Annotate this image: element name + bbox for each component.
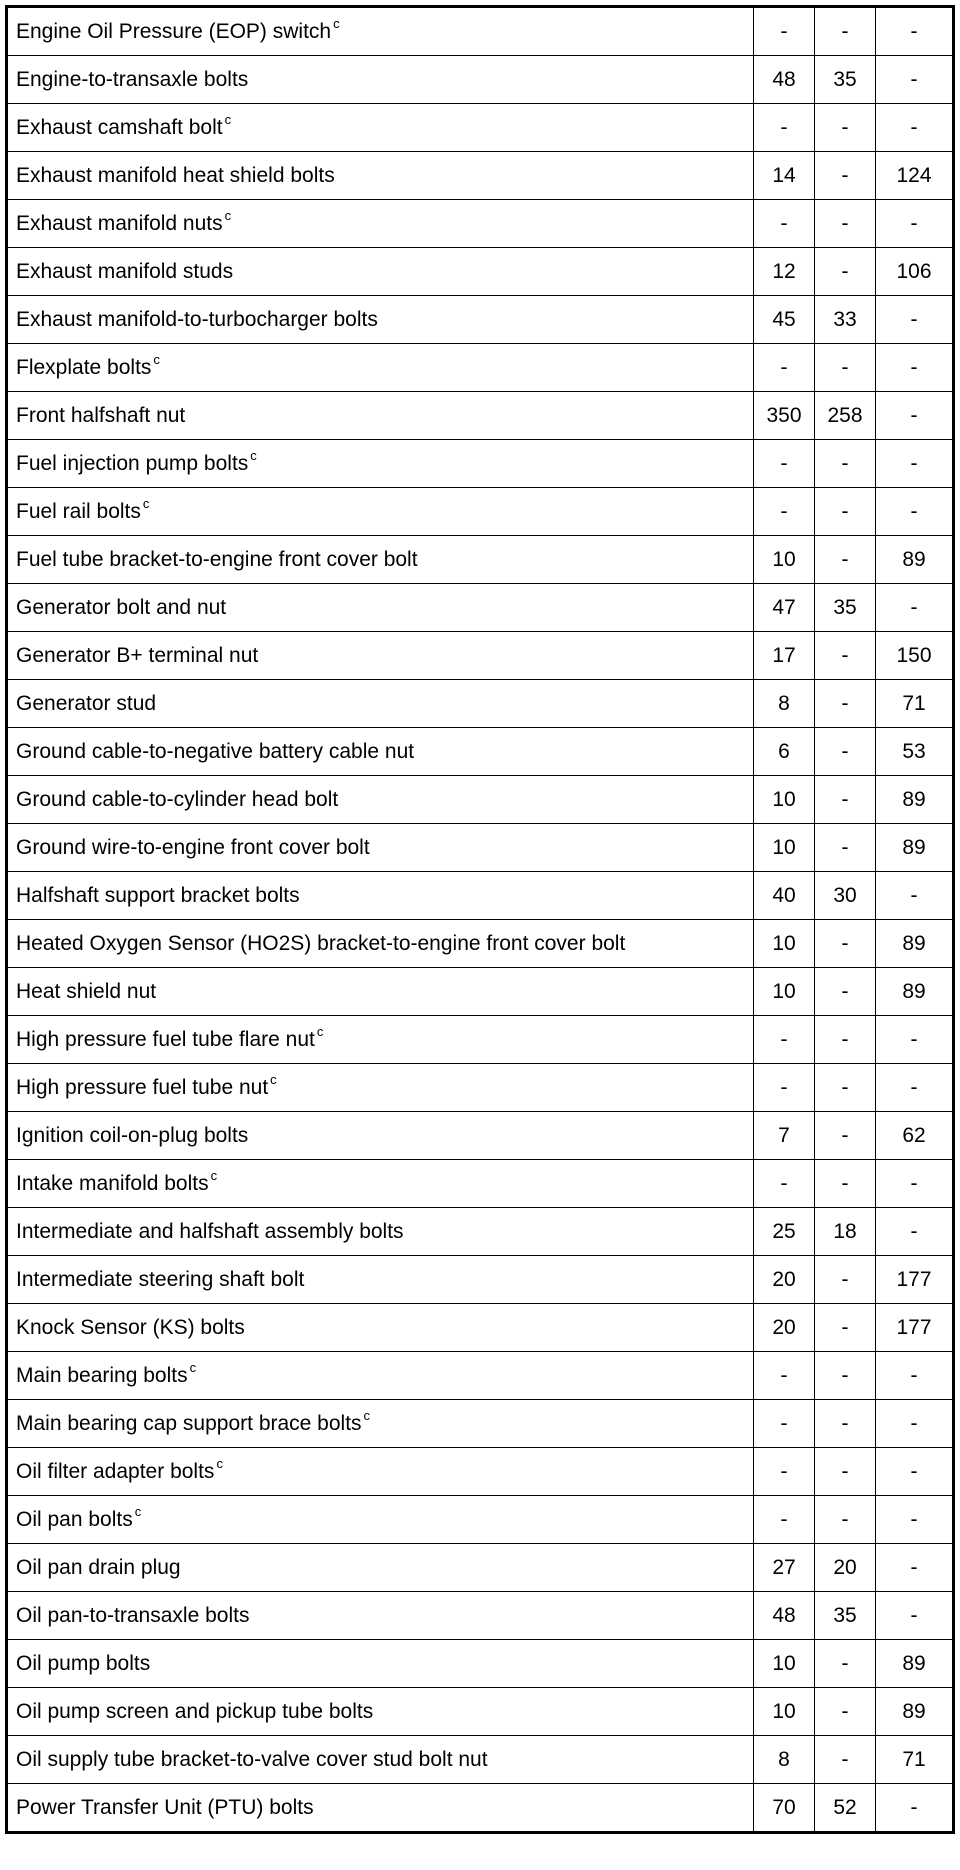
- component-description-cell: [7, 1688, 754, 1736]
- torque-lbin-cell: -: [876, 1496, 954, 1544]
- torque-lbin-cell: 53: [876, 728, 954, 776]
- table-row: [7, 1160, 954, 1208]
- component-description-cell: [7, 56, 754, 104]
- component-description: Intake manifold bolts: [16, 1172, 209, 1195]
- table-row: [7, 1208, 954, 1256]
- torque-lbin-cell: -: [876, 1544, 954, 1592]
- component-description: Generator bolt and nut: [16, 596, 227, 619]
- torque-lbin-cell: -: [876, 440, 954, 488]
- component-description-cell: [7, 1592, 754, 1640]
- component-description: Exhaust manifold nuts: [16, 212, 223, 235]
- component-description-cell: [7, 872, 754, 920]
- torque-lbft-cell: 52: [815, 1784, 876, 1833]
- table-row: [7, 1448, 954, 1496]
- table-row: [7, 968, 954, 1016]
- table-row: [7, 1688, 954, 1736]
- component-description: Heated Oxygen Sensor (HO2S) bracket-to-engine front cover bolt: [16, 932, 626, 955]
- torque-nm-cell: -: [754, 1352, 815, 1400]
- torque-lbft-cell: -: [815, 776, 876, 824]
- component-description-cell: [7, 200, 754, 248]
- torque-lbin-cell: 71: [876, 1736, 954, 1784]
- component-description: Heat shield nut: [16, 980, 157, 1003]
- torque-lbft-cell: 258: [815, 392, 876, 440]
- torque-lbft-cell: -: [815, 1736, 876, 1784]
- torque-lbin-cell: -: [876, 296, 954, 344]
- torque-nm-cell: -: [754, 488, 815, 536]
- table-row: [7, 1496, 954, 1544]
- torque-lbft-cell: 30: [815, 872, 876, 920]
- torque-lbin-cell: -: [876, 1400, 954, 1448]
- torque-lbin-cell: 89: [876, 968, 954, 1016]
- component-description: Oil filter adapter bolts: [16, 1460, 215, 1483]
- component-description: Fuel rail bolts: [16, 500, 141, 523]
- torque-lbin-cell: -: [876, 1592, 954, 1640]
- component-description-cell: [7, 1160, 754, 1208]
- table-row: [7, 488, 954, 536]
- footnote-marker: c: [216, 1456, 223, 1471]
- component-description: Halfshaft support bracket bolts: [16, 884, 300, 907]
- torque-nm-cell: 6: [754, 728, 815, 776]
- footnote-marker: c: [153, 352, 160, 367]
- table-row: [7, 296, 954, 344]
- component-description-cell: [7, 440, 754, 488]
- torque-nm-cell: 48: [754, 1592, 815, 1640]
- torque-lbin-cell: 89: [876, 536, 954, 584]
- torque-lbin-cell: 62: [876, 1112, 954, 1160]
- component-description-cell: [7, 1544, 754, 1592]
- torque-lbft-cell: -: [815, 200, 876, 248]
- torque-nm-cell: -: [754, 1400, 815, 1448]
- torque-lbft-cell: -: [815, 1304, 876, 1352]
- torque-nm-cell: 40: [754, 872, 815, 920]
- torque-nm-cell: 20: [754, 1256, 815, 1304]
- component-description: Generator stud: [16, 692, 157, 715]
- component-description: Intermediate steering shaft bolt: [16, 1268, 305, 1291]
- table-row: [7, 1400, 954, 1448]
- torque-lbin-cell: -: [876, 7, 954, 56]
- torque-lbft-cell: -: [815, 1448, 876, 1496]
- table-row: [7, 1016, 954, 1064]
- torque-lbft-cell: -: [815, 536, 876, 584]
- footnote-marker: c: [210, 1168, 218, 1183]
- component-description-cell: [7, 344, 754, 392]
- torque-lbin-cell: -: [876, 344, 954, 392]
- component-description: Fuel injection pump bolts: [16, 452, 249, 475]
- table-row: [7, 392, 954, 440]
- torque-lbin-cell: 71: [876, 680, 954, 728]
- torque-nm-cell: 70: [754, 1784, 815, 1833]
- component-description-cell: [7, 1304, 754, 1352]
- table-row: [7, 344, 954, 392]
- table-body: [7, 7, 954, 1833]
- torque-nm-cell: 45: [754, 296, 815, 344]
- component-description-cell: [7, 1064, 754, 1112]
- torque-lbft-cell: -: [815, 1400, 876, 1448]
- component-description: Ground cable-to-cylinder head bolt: [16, 788, 339, 811]
- torque-lbin-cell: -: [876, 56, 954, 104]
- torque-lbft-cell: -: [815, 824, 876, 872]
- torque-lbin-cell: -: [876, 1208, 954, 1256]
- table-row: [7, 632, 954, 680]
- torque-lbft-cell: -: [815, 680, 876, 728]
- component-description-cell: [7, 728, 754, 776]
- table-row: [7, 728, 954, 776]
- component-description: Power Transfer Unit (PTU) bolts: [16, 1796, 314, 1819]
- footnote-marker: c: [363, 1408, 371, 1423]
- table-row: [7, 56, 954, 104]
- torque-lbft-cell: -: [815, 248, 876, 296]
- torque-nm-cell: 10: [754, 968, 815, 1016]
- torque-nm-cell: 10: [754, 920, 815, 968]
- torque-lbin-cell: 89: [876, 1640, 954, 1688]
- torque-nm-cell: 14: [754, 152, 815, 200]
- torque-lbin-cell: 89: [876, 776, 954, 824]
- torque-nm-cell: -: [754, 1496, 815, 1544]
- torque-nm-cell: -: [754, 1160, 815, 1208]
- component-description-cell: [7, 1400, 754, 1448]
- torque-nm-cell: 12: [754, 248, 815, 296]
- table-row: [7, 1784, 954, 1833]
- torque-lbin-cell: 177: [876, 1304, 954, 1352]
- torque-lbin-cell: 106: [876, 248, 954, 296]
- component-description: Oil pump screen and pickup tube bolts: [16, 1700, 374, 1723]
- component-description: Oil pump bolts: [16, 1652, 151, 1675]
- torque-nm-cell: 10: [754, 824, 815, 872]
- torque-nm-cell: 8: [754, 1736, 815, 1784]
- torque-lbin-cell: -: [876, 488, 954, 536]
- footnote-marker: c: [224, 208, 232, 223]
- torque-lbft-cell: -: [815, 440, 876, 488]
- footnote-marker: c: [316, 1024, 324, 1039]
- torque-nm-cell: 10: [754, 776, 815, 824]
- torque-nm-cell: -: [754, 200, 815, 248]
- torque-lbft-cell: -: [815, 1640, 876, 1688]
- torque-lbin-cell: 89: [876, 920, 954, 968]
- torque-lbin-cell: -: [876, 1784, 954, 1833]
- component-description: Oil pan-to-transaxle bolts: [16, 1604, 250, 1627]
- footnote-marker: c: [189, 1360, 197, 1375]
- torque-nm-cell: 47: [754, 584, 815, 632]
- component-description: Exhaust manifold studs: [16, 260, 234, 283]
- torque-lbin-cell: 89: [876, 1688, 954, 1736]
- torque-nm-cell: 8: [754, 680, 815, 728]
- component-description-cell: [7, 1256, 754, 1304]
- torque-lbft-cell: -: [815, 1496, 876, 1544]
- torque-lbin-cell: 124: [876, 152, 954, 200]
- torque-lbin-cell: 177: [876, 1256, 954, 1304]
- torque-nm-cell: 10: [754, 536, 815, 584]
- component-description: Intermediate and halfshaft assembly bolts: [16, 1220, 404, 1243]
- torque-nm-cell: 27: [754, 1544, 815, 1592]
- torque-lbin-cell: -: [876, 1352, 954, 1400]
- component-description-cell: [7, 7, 754, 56]
- component-description-cell: [7, 392, 754, 440]
- torque-nm-cell: -: [754, 1448, 815, 1496]
- torque-nm-cell: -: [754, 1016, 815, 1064]
- component-description: Generator B+ terminal nut: [16, 644, 259, 667]
- component-description-cell: [7, 1448, 754, 1496]
- component-description-cell: [7, 632, 754, 680]
- table-row: [7, 1352, 954, 1400]
- component-description: Oil pan bolts: [16, 1508, 133, 1531]
- table-row: [7, 1112, 954, 1160]
- torque-lbft-cell: -: [815, 7, 876, 56]
- table-row: [7, 776, 954, 824]
- torque-lbin-cell: -: [876, 1064, 954, 1112]
- torque-lbft-cell: 18: [815, 1208, 876, 1256]
- component-description-cell: [7, 1784, 754, 1833]
- torque-lbft-cell: 35: [815, 1592, 876, 1640]
- table-row: [7, 1592, 954, 1640]
- torque-lbft-cell: -: [815, 152, 876, 200]
- table-row: [7, 200, 954, 248]
- component-description-cell: [7, 920, 754, 968]
- torque-lbft-cell: -: [815, 344, 876, 392]
- torque-lbft-cell: -: [815, 1352, 876, 1400]
- component-description: Engine-to-transaxle bolts: [16, 68, 249, 91]
- torque-lbft-cell: -: [815, 1016, 876, 1064]
- torque-nm-cell: 7: [754, 1112, 815, 1160]
- torque-lbin-cell: -: [876, 1448, 954, 1496]
- table-row: [7, 1256, 954, 1304]
- component-description-cell: [7, 1208, 754, 1256]
- table-row: [7, 152, 954, 200]
- torque-nm-cell: 350: [754, 392, 815, 440]
- table-row: [7, 1304, 954, 1352]
- table-row: [7, 1544, 954, 1592]
- component-description-cell: [7, 1352, 754, 1400]
- torque-lbft-cell: -: [815, 1688, 876, 1736]
- component-description-cell: [7, 1640, 754, 1688]
- component-description: Fuel tube bracket-to-engine front cover bolt: [16, 548, 418, 571]
- component-description-cell: [7, 488, 754, 536]
- torque-nm-cell: 25: [754, 1208, 815, 1256]
- component-description-cell: [7, 968, 754, 1016]
- torque-nm-cell: -: [754, 7, 815, 56]
- component-description: Oil pan drain plug: [16, 1556, 181, 1579]
- torque-lbin-cell: -: [876, 584, 954, 632]
- torque-nm-cell: 10: [754, 1688, 815, 1736]
- component-description: Engine Oil Pressure (EOP) switch: [16, 20, 332, 43]
- component-description-cell: [7, 536, 754, 584]
- torque-nm-cell: -: [754, 1064, 815, 1112]
- footnote-marker: c: [142, 496, 150, 511]
- component-description-cell: [7, 776, 754, 824]
- table-row: [7, 1736, 954, 1784]
- component-description: Ignition coil-on-plug bolts: [16, 1124, 249, 1147]
- torque-nm-cell: -: [754, 344, 815, 392]
- torque-lbin-cell: 89: [876, 824, 954, 872]
- component-description: High pressure fuel tube flare nut: [16, 1028, 315, 1051]
- component-description-cell: [7, 1016, 754, 1064]
- component-description: Ground wire-to-engine front cover bolt: [16, 836, 370, 859]
- torque-lbin-cell: -: [876, 392, 954, 440]
- component-description: Flexplate bolts: [16, 356, 152, 379]
- torque-nm-cell: 48: [754, 56, 815, 104]
- torque-lbft-cell: -: [815, 488, 876, 536]
- table-row: [7, 584, 954, 632]
- component-description: Oil supply tube bracket-to-valve cover stud bolt nut: [16, 1748, 488, 1771]
- torque-lbft-cell: -: [815, 728, 876, 776]
- footnote-marker: c: [250, 448, 257, 463]
- torque-lbin-cell: -: [876, 872, 954, 920]
- torque-lbin-cell: -: [876, 1016, 954, 1064]
- torque-lbin-cell: 150: [876, 632, 954, 680]
- table-row: [7, 920, 954, 968]
- footnote-marker: c: [134, 1504, 142, 1519]
- footnote-marker: c: [270, 1072, 277, 1087]
- component-description-cell: [7, 1736, 754, 1784]
- table-row: [7, 7, 954, 56]
- torque-lbft-cell: -: [815, 632, 876, 680]
- table-row: [7, 872, 954, 920]
- torque-lbft-cell: 35: [815, 584, 876, 632]
- component-description: Exhaust camshaft bolt: [16, 116, 223, 139]
- component-description-cell: [7, 296, 754, 344]
- component-description: Exhaust manifold-to-turbocharger bolts: [16, 308, 378, 331]
- torque-lbft-cell: -: [815, 1112, 876, 1160]
- torque-lbin-cell: -: [876, 104, 954, 152]
- component-description-cell: [7, 824, 754, 872]
- footnote-marker: c: [224, 112, 232, 127]
- component-description: Main bearing cap support brace bolts: [16, 1412, 362, 1435]
- component-description: Front halfshaft nut: [16, 404, 186, 427]
- component-description: Main bearing bolts: [16, 1364, 188, 1387]
- torque-lbin-cell: -: [876, 1160, 954, 1208]
- torque-lbft-cell: 35: [815, 56, 876, 104]
- torque-nm-cell: 10: [754, 1640, 815, 1688]
- torque-lbft-cell: 33: [815, 296, 876, 344]
- component-description: Exhaust manifold heat shield bolts: [16, 164, 335, 187]
- component-description-cell: [7, 1496, 754, 1544]
- torque-lbft-cell: -: [815, 104, 876, 152]
- table-row: [7, 680, 954, 728]
- component-description-cell: [7, 1112, 754, 1160]
- component-description: Ground cable-to-negative battery cable nut: [16, 740, 415, 763]
- torque-nm-cell: -: [754, 440, 815, 488]
- torque-specification-table: [5, 5, 955, 1834]
- torque-lbin-cell: -: [876, 200, 954, 248]
- table-row: [7, 104, 954, 152]
- component-description: Knock Sensor (KS) bolts: [16, 1316, 245, 1339]
- torque-lbft-cell: -: [815, 920, 876, 968]
- component-description: High pressure fuel tube nut: [16, 1076, 269, 1099]
- footnote-marker: c: [333, 16, 340, 31]
- component-description-cell: [7, 584, 754, 632]
- table-row: [7, 1064, 954, 1112]
- component-description-cell: [7, 680, 754, 728]
- torque-nm-cell: 17: [754, 632, 815, 680]
- torque-lbft-cell: -: [815, 1256, 876, 1304]
- table-row: [7, 440, 954, 488]
- component-description-cell: [7, 152, 754, 200]
- torque-lbft-cell: -: [815, 1064, 876, 1112]
- component-description-cell: [7, 248, 754, 296]
- torque-nm-cell: 20: [754, 1304, 815, 1352]
- table-row: [7, 536, 954, 584]
- component-description-cell: [7, 104, 754, 152]
- torque-lbft-cell: -: [815, 968, 876, 1016]
- torque-lbft-cell: -: [815, 1160, 876, 1208]
- table-row: [7, 824, 954, 872]
- table-row: [7, 248, 954, 296]
- torque-nm-cell: -: [754, 104, 815, 152]
- torque-lbft-cell: 20: [815, 1544, 876, 1592]
- table-row: [7, 1640, 954, 1688]
